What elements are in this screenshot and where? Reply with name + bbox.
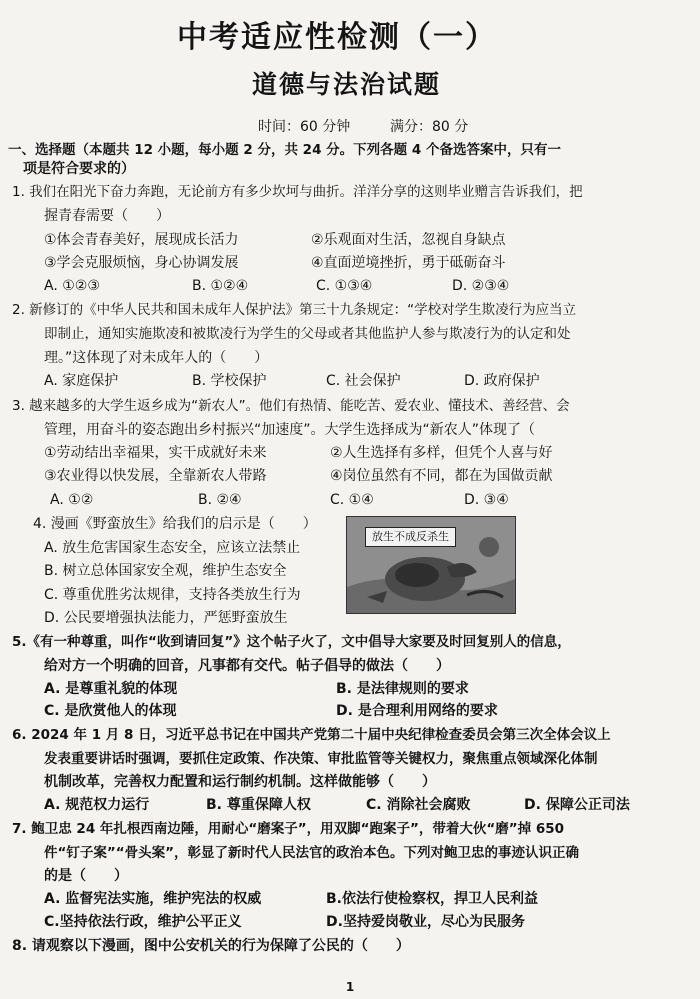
q1-statement-2: ②乐观面对生活，忽视自身缺点	[311, 232, 506, 248]
q8-stem: 8. 请观察以下漫画，图中公安机关的行为保障了公民的（ ）	[12, 938, 410, 954]
exam-subtitle: 道德与法治试题	[252, 70, 442, 99]
q3-statement-3: ③农业得以快发展，全靠新农人带路	[44, 468, 267, 484]
q4-option-a: A. 放生危害国家生态安全，应该立法禁止	[44, 540, 301, 556]
q4-option-c: C. 尊重优胜劣汰规律，支持各类放生行为	[44, 587, 301, 603]
q3-stem: 3. 越来越多的大学生返乡成为“新农人”。他们有热情、能吃苦、爱农业、懂技术、善经营、会	[12, 398, 570, 414]
q1-statement-1: ①体会青春美好，展现成长活力	[44, 232, 239, 248]
q6-option-d: D. 保障公正司法	[524, 797, 630, 813]
q5-option-a: A. 是尊重礼貌的体现	[44, 681, 178, 697]
q1-stem: 1. 我们在阳光下奋力奔跑，无论前方有多少坎坷与曲折。洋洋分享的这则毕业赠言告诉我们，把	[12, 184, 583, 200]
q2-stem-cont: 即制止，通知实施欺凌和被欺凌行为学生的父母或者其他监护人参与欺凌行为的认定和处	[44, 326, 571, 342]
q3-option-a: A. ①②	[50, 492, 94, 508]
q2-stem-end: 理。”这体现了对未成年人的（ ）	[44, 350, 269, 366]
q7-stem-end: 的是（ ）	[44, 868, 128, 884]
q3-statement-4: ④岗位虽然有不同，都在为国做贡献	[330, 468, 553, 484]
time-limit: 时间：60 分钟	[258, 119, 351, 135]
q6-option-a: A. 规范权力运行	[44, 797, 150, 813]
q6-option-c: C. 消除社会腐败	[366, 797, 471, 813]
q3-stem-cont: 管理，用奋斗的姿态跑出乡村振兴“加速度”。大学生选择成为“新农人”体现了（	[44, 422, 536, 438]
q1-option-c: C. ①③④	[316, 278, 373, 294]
q7-option-a: A. 监督宪法实施，维护宪法的权威	[44, 891, 262, 907]
q1-option-b: B. ①②④	[192, 278, 249, 294]
q7-stem: 7. 鲍卫忠 24 年扎根西南边陲，用耐心“磨案子”，用双脚“跑案子”，带着大伙“磨”掉 650	[12, 821, 565, 837]
q7-option-b: B.依法行使检察权，捍卫人民利益	[326, 891, 538, 907]
q1-option-a: A. ①②③	[44, 278, 100, 294]
q4-stem: 4. 漫画《野蛮放生》给我们的启示是（ ）	[33, 516, 317, 532]
q1-stem-cont: 握青春需要（ ）	[44, 208, 170, 224]
section-heading-cont: 项是符合要求的）	[23, 161, 135, 177]
cartoon-caption: 放生不成反杀生	[365, 527, 456, 547]
q7-stem-cont: 件“钉子案”“骨头案”，彰显了新时代人民法官的政治本色。下列对鲍卫忠的事迹认识正确	[44, 845, 579, 861]
q1-statement-4: ④直面逆境挫折，勇于砥砺奋斗	[311, 255, 506, 271]
q4-option-d: D. 公民要增强执法能力，严惩野蛮放生	[44, 610, 288, 626]
q7-option-d: D.坚持爱岗敬业，尽心为民服务	[326, 914, 525, 930]
q2-stem: 2. 新修订的《中华人民共和国未成年人保护法》第三十九条规定：“学校对学生欺凌行为应当立	[12, 302, 577, 318]
full-score: 满分：80 分	[390, 119, 469, 135]
exam-title: 中考适应性检测（一）	[177, 20, 497, 55]
q3-option-c: C. ①④	[330, 492, 374, 508]
q1-option-d: D. ②③④	[452, 278, 510, 294]
q3-statement-2: ②人生选择有多样，但凭个人喜与好	[330, 445, 553, 461]
page-number: 1	[345, 980, 355, 994]
q6-stem-end: 机制改革，完善权力配置和运行制约机制。这样做能够（ ）	[44, 774, 436, 790]
q2-option-d: D. 政府保护	[464, 373, 540, 389]
section-heading: 一、选择题（本题共 12 小题，每小题 2 分，共 24 分。下列各题 4 个备选答案中，只有一	[8, 142, 561, 158]
q2-option-a: A. 家庭保护	[44, 373, 119, 389]
q7-option-c: C.坚持依法行政，维护公平正义	[44, 914, 242, 930]
q5-stem-cont: 给对方一个明确的回音，凡事都有交代。帖子倡导的做法（ ）	[44, 658, 450, 674]
q5-option-c: C. 是欣赏他人的体现	[44, 703, 177, 719]
q1-statement-3: ③学会克服烦恼，身心协调发展	[44, 255, 239, 271]
q6-stem: 6. 2024 年 1 月 8 日，习近平总书记在中国共产党第二十届中央纪律检查委员会第三次全体会议上	[12, 727, 611, 743]
q5-option-d: D. 是合理利用网络的要求	[336, 703, 498, 719]
q3-statement-1: ①劳动结出幸福果，实干成就好未来	[44, 445, 267, 461]
q6-stem-cont: 发表重要讲话时强调，要抓住定政策、作决策、审批监管等关键权力，聚焦重点领域深化体制	[44, 751, 598, 767]
q5-stem: 5.《有一种尊重，叫作“收到请回复”》这个帖子火了，文中倡导大家要及时回复别人的信息，	[12, 634, 571, 650]
q5-option-b: B. 是法律规则的要求	[336, 681, 469, 697]
q2-option-c: C. 社会保护	[326, 373, 401, 389]
q6-option-b: B. 尊重保障人权	[206, 797, 311, 813]
q3-option-d: D. ③④	[464, 492, 509, 508]
q3-option-b: B. ②④	[198, 492, 242, 508]
q4-option-b: B. 树立总体国家安全观，维护生态安全	[44, 563, 287, 579]
wild-release-cartoon	[346, 516, 516, 614]
q2-option-b: B. 学校保护	[192, 373, 267, 389]
